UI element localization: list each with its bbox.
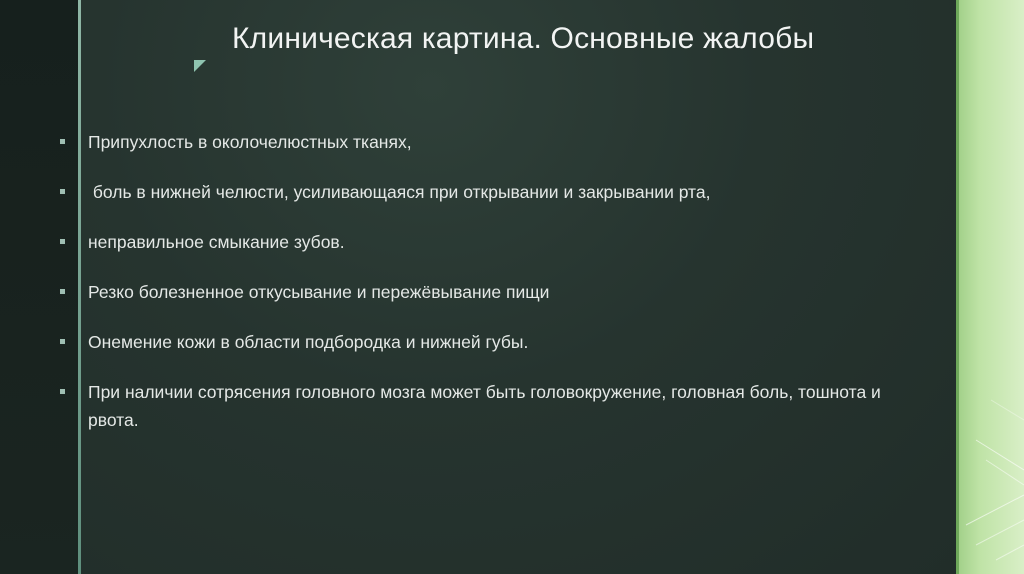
bullet-icon — [60, 289, 65, 294]
list-item — [58, 278, 918, 306]
list-item — [58, 128, 918, 156]
decorative-lines — [956, 0, 1024, 574]
right-accent-panel — [956, 0, 1024, 574]
bullet-text: Онемение кожи в области подбородка и нижней губы. — [88, 332, 529, 352]
bullet-text: Резко болезненное откусывание и пережёвывание пищи — [88, 282, 550, 302]
bullet-icon — [60, 189, 65, 194]
bullet-icon — [60, 139, 65, 144]
bullet-text: При наличии сотрясения головного мозга может быть головокружение, головная боль, тошнота и рвота. — [88, 382, 881, 430]
bullet-icon — [60, 239, 65, 244]
list-item — [58, 228, 918, 256]
bullet-icon — [60, 389, 65, 394]
list-item — [58, 378, 918, 434]
bullet-text: неправильное смыкание зубов. — [88, 232, 345, 252]
title-corner-mark — [194, 60, 206, 72]
slide-title: Клиническая картина. Основные жалобы — [232, 22, 815, 55]
bullet-text: боль в нижней челюсти, усиливающаяся при открывании и закрывании рта, — [88, 182, 711, 202]
right-edge — [956, 0, 959, 574]
list-item — [58, 178, 918, 206]
bullet-icon — [60, 339, 65, 344]
list-item — [58, 328, 918, 356]
bullet-list — [58, 128, 918, 456]
bullet-text: Припухлость в околочелюстных тканях, — [88, 132, 412, 152]
